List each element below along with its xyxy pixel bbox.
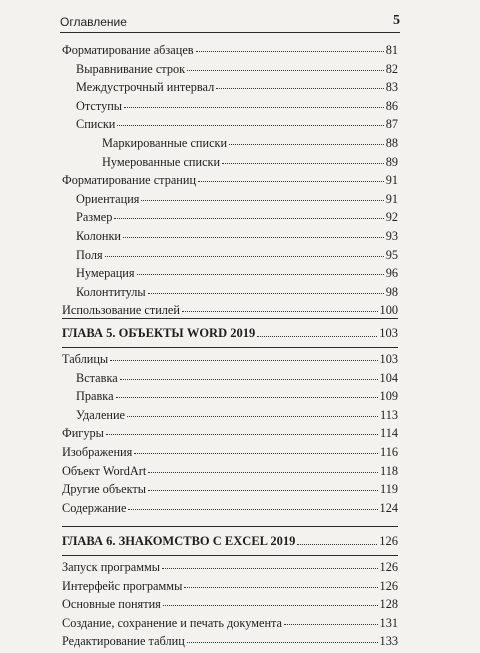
leader-dots <box>114 218 383 219</box>
toc-entry-page: 116 <box>380 444 398 459</box>
toc-entry[interactable] <box>62 482 398 501</box>
toc-entry-text: Размер <box>76 210 113 225</box>
toc-entry-text: Нумерованные списки <box>102 154 221 169</box>
leader-dots <box>120 379 378 380</box>
chapter-5-heading[interactable] <box>62 318 398 348</box>
toc-entry[interactable] <box>62 579 398 598</box>
toc-entry-text: Отступы <box>76 98 123 113</box>
leader-dots <box>187 70 384 71</box>
leader-dots <box>216 88 383 89</box>
leader-dots <box>106 434 378 435</box>
toc-entry-text: Нумерация <box>76 266 135 281</box>
leader-dots <box>187 642 378 643</box>
leader-dots <box>134 453 378 454</box>
leader-dots <box>127 416 378 417</box>
leader-dots <box>196 51 384 52</box>
toc-entry-text: Форматирование абзацев <box>62 43 194 57</box>
toc-entry-page: 114 <box>380 426 398 441</box>
toc-entry-text: Запуск программы <box>62 560 161 574</box>
toc-entry[interactable] <box>62 192 398 211</box>
leader-dots <box>222 163 384 164</box>
toc-entry-text: Основные понятия <box>62 597 161 612</box>
leader-dots <box>148 472 378 473</box>
running-title: Оглавление <box>60 15 127 29</box>
toc-entry-page: 100 <box>379 303 398 318</box>
leader-dots <box>128 509 377 510</box>
toc-entry-page: 93 <box>385 228 398 243</box>
toc-entry-page: 118 <box>380 463 398 478</box>
toc-entry[interactable] <box>62 62 398 81</box>
toc-entry[interactable] <box>62 389 398 408</box>
toc-entry-page: 119 <box>380 482 398 497</box>
toc-entry[interactable] <box>62 136 398 155</box>
toc-entry[interactable] <box>62 80 398 99</box>
toc-entry[interactable] <box>62 426 398 445</box>
leader-dots <box>284 624 378 625</box>
toc-entry-page: 92 <box>385 210 398 225</box>
page-number: 5 <box>393 13 400 28</box>
toc-entry-page: 124 <box>379 500 398 515</box>
chapter-title: ГЛАВА 5. ОБЪЕКТЫ WORD 2019 <box>62 325 256 340</box>
toc-entry-text: Вставка <box>76 370 118 385</box>
toc-entry-text: Форматирование страниц <box>62 173 197 188</box>
toc-entry-page: 88 <box>385 135 398 150</box>
leader-dots <box>297 544 377 545</box>
toc-entry[interactable] <box>62 285 398 304</box>
leader-dots <box>117 125 383 126</box>
toc-entry-page: 91 <box>385 173 398 188</box>
leader-dots <box>182 311 378 312</box>
toc-entry-text: Правка <box>76 389 114 404</box>
toc-entry-page: 103 <box>379 352 398 366</box>
toc-entry-page: 126 <box>379 560 398 574</box>
leader-dots <box>110 360 377 361</box>
toc-entry-page: 86 <box>385 98 398 113</box>
toc-entry-page: 87 <box>385 117 398 132</box>
toc-entry[interactable] <box>62 597 398 616</box>
toc-entry-text: Колонтитулы <box>76 284 146 299</box>
toc-entry-page: 81 <box>385 43 398 57</box>
toc-entry-text: Междустрочный интервал <box>76 80 215 95</box>
toc-entry[interactable] <box>62 210 398 229</box>
toc-entry[interactable] <box>62 616 398 635</box>
toc-entry[interactable] <box>62 248 398 267</box>
toc-entry-text: Фигуры <box>62 426 104 441</box>
leader-dots <box>184 587 377 588</box>
toc-entry[interactable] <box>62 634 398 653</box>
toc-entry[interactable] <box>62 43 398 62</box>
toc-entry-page: 128 <box>379 597 398 612</box>
toc-entry-text: Изображения <box>62 444 133 459</box>
leader-dots <box>163 605 378 606</box>
toc-entry-text: Ориентация <box>76 191 140 206</box>
toc-entry-page: 133 <box>379 634 398 649</box>
toc-entry-page: 89 <box>385 154 398 169</box>
leader-dots <box>198 181 384 182</box>
toc-entry[interactable] <box>62 464 398 483</box>
toc-section-2 <box>62 352 398 519</box>
leader-dots <box>124 107 384 108</box>
chapter-page: 126 <box>379 533 398 548</box>
chapter-6-heading[interactable] <box>62 526 398 556</box>
toc-entry-page: 126 <box>379 578 398 593</box>
toc-entry[interactable] <box>62 445 398 464</box>
leader-dots <box>148 293 384 294</box>
leader-dots <box>137 274 384 275</box>
toc-entry[interactable] <box>62 229 398 248</box>
toc-entry-text: Списки <box>76 117 116 132</box>
toc-entry-text: Маркированные списки <box>102 135 228 150</box>
toc-entry-text: Поля <box>76 247 103 262</box>
toc-entry-text: Таблицы <box>62 352 109 366</box>
toc-entry-text: Содержание <box>62 500 127 515</box>
toc-entry[interactable] <box>62 99 398 118</box>
leader-dots <box>229 144 384 145</box>
toc-entry-page: 113 <box>380 407 398 422</box>
toc-entry-text: Использование стилей <box>62 303 180 318</box>
leader-dots <box>162 568 378 569</box>
toc-entry-page: 95 <box>385 247 398 262</box>
toc-entry[interactable] <box>62 501 398 520</box>
toc-section-1 <box>62 43 398 322</box>
running-header <box>60 10 400 33</box>
toc-entry[interactable] <box>62 371 398 390</box>
chapter-page: 103 <box>379 325 398 340</box>
leader-dots <box>148 490 378 491</box>
toc-entry-text: Интерфейс программы <box>62 578 183 593</box>
toc-entry-page: 104 <box>379 370 398 385</box>
toc-entry[interactable] <box>62 117 398 136</box>
toc-entry[interactable] <box>62 173 398 192</box>
leader-dots <box>116 397 378 398</box>
leader-dots <box>123 237 384 238</box>
toc-entry-page: 82 <box>385 61 398 76</box>
toc-entry-text: Удаление <box>76 407 126 422</box>
toc-entry[interactable] <box>62 155 398 174</box>
toc-entry-page: 91 <box>385 191 398 206</box>
toc-entry-page: 109 <box>379 389 398 404</box>
toc-entry-text: Выравнивание строк <box>76 61 186 76</box>
toc-entry-text: Редактирование таблиц <box>62 634 185 649</box>
toc-entry-text: Создание, сохранение и печать документа <box>62 615 283 630</box>
leader-dots <box>141 200 383 201</box>
toc-entry-text: Другие объекты <box>62 482 147 497</box>
toc-section-3 <box>62 560 398 653</box>
toc-entry-text: Колонки <box>76 228 121 243</box>
toc-entry[interactable] <box>62 266 398 285</box>
leader-dots <box>257 336 377 337</box>
toc-entry-page: 83 <box>385 80 398 95</box>
toc-entry[interactable] <box>62 408 398 427</box>
leader-dots <box>105 256 384 257</box>
chapter-title: ГЛАВА 6. ЗНАКОМСТВО С EXCEL 2019 <box>62 533 296 548</box>
toc-entry-text: Объект WordArt <box>62 463 147 478</box>
toc-entry-page: 98 <box>385 284 398 299</box>
toc-entry[interactable] <box>62 560 398 579</box>
toc-entry[interactable] <box>62 352 398 371</box>
toc-entry-page: 131 <box>379 615 398 630</box>
toc-entry-page: 96 <box>385 266 398 281</box>
